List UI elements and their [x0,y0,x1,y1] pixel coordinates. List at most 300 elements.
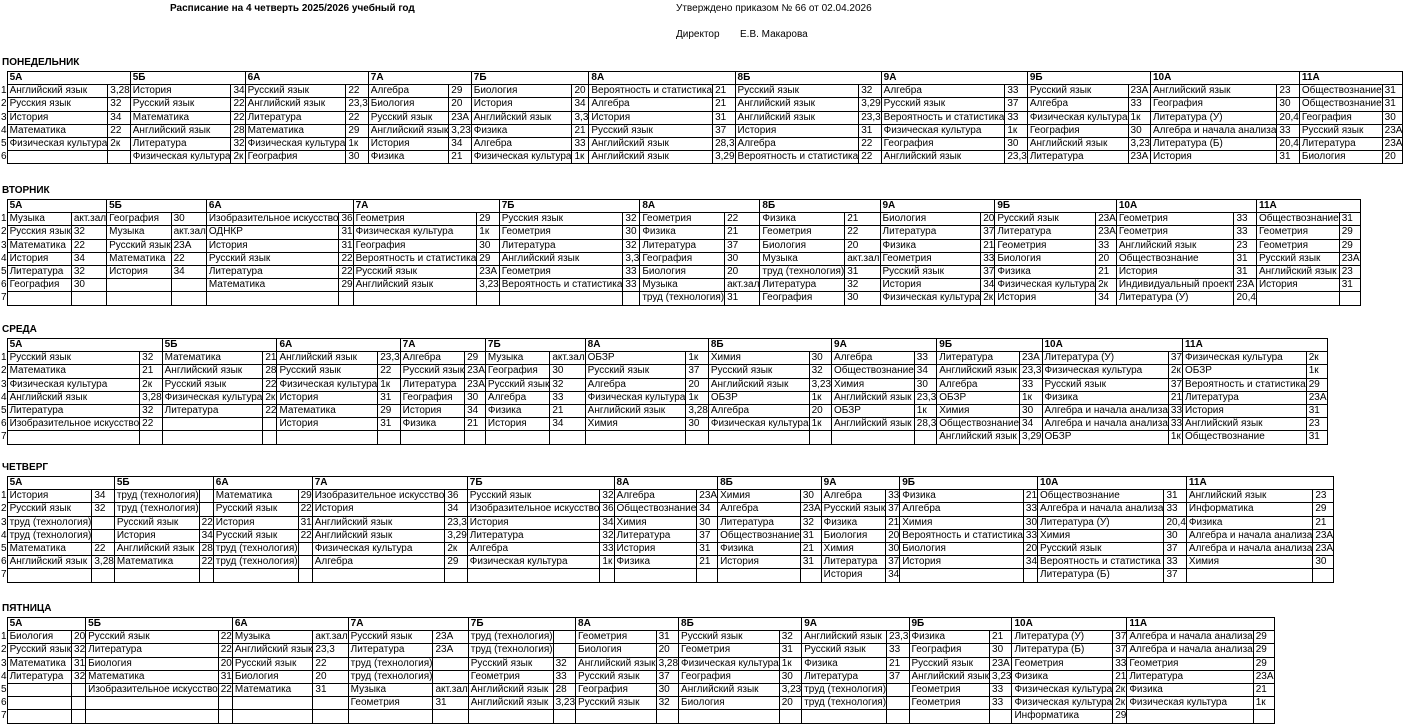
room-cell[interactable]: 31 [656,631,678,644]
subject-cell[interactable]: Изобразительное искусство [86,683,219,696]
room-cell[interactable]: 37 [981,265,995,278]
class-header[interactable]: 9А [880,200,995,213]
class-header[interactable]: 5Б [162,339,277,352]
subject-cell[interactable]: Английский язык [1151,85,1277,98]
room-cell[interactable]: 20,4 [1277,111,1299,124]
subject-cell[interactable]: Математика [7,657,71,670]
subject-cell[interactable]: Литература [206,265,339,278]
subject-cell[interactable]: Русский язык [400,365,464,378]
subject-cell[interactable]: Литература [499,239,623,252]
room-cell[interactable]: 37 [656,670,678,683]
room-cell[interactable]: 34 [697,503,718,516]
room-cell[interactable]: 37 [725,239,760,252]
room-cell[interactable]: 33 [887,644,909,657]
room-cell[interactable]: 34 [572,98,589,111]
class-header[interactable]: 11А [1299,72,1403,85]
class-header[interactable]: 5Б [130,72,245,85]
subject-cell[interactable] [312,569,445,582]
subject-cell[interactable]: ОДНКР [206,226,339,239]
subject-cell[interactable]: Алгебра [614,490,697,503]
subject-cell[interactable]: Физика [821,516,885,529]
subject-cell[interactable]: Физика [1127,683,1253,696]
room-cell[interactable]: 30 [809,352,831,365]
room-cell[interactable]: 37 [1113,631,1127,644]
subject-cell[interactable]: Обществознание [937,418,1020,431]
room-cell[interactable]: 31 [1164,490,1186,503]
subject-cell[interactable]: Музыка [485,352,549,365]
room-cell[interactable]: 23А [1020,352,1042,365]
room-cell[interactable]: 34 [1023,556,1037,569]
room-cell[interactable]: 32 [845,279,880,292]
room-cell[interactable]: 29 [477,213,499,226]
room-cell[interactable] [433,670,468,683]
room-cell[interactable]: 30 [725,252,760,265]
room-cell[interactable]: 3,29 [713,151,735,164]
room-cell[interactable]: 31 [859,124,881,137]
room-cell[interactable]: 30 [914,378,936,391]
room-cell[interactable] [800,569,821,582]
room-cell[interactable]: 20 [449,98,471,111]
subject-cell[interactable]: Литература [1183,391,1307,404]
subject-cell[interactable] [107,292,171,305]
room-cell[interactable] [199,503,213,516]
room-cell[interactable]: 32 [72,670,86,683]
subject-cell[interactable]: Физика [485,404,549,417]
room-cell[interactable]: 23А [433,644,468,657]
subject-cell[interactable]: Алгебра [821,490,885,503]
subject-cell[interactable]: Литература (У) [1042,352,1168,365]
subject-cell[interactable]: Биология [995,252,1096,265]
subject-cell[interactable]: Биология [368,98,449,111]
subject-cell[interactable]: труд (технология) [802,683,887,696]
room-cell[interactable]: 2к [231,151,245,164]
subject-cell[interactable]: труд (технология) [7,529,92,542]
room-cell[interactable] [72,710,86,723]
subject-cell[interactable] [86,697,219,710]
subject-cell[interactable]: Английский язык [114,542,199,555]
room-cell[interactable]: акт.зал [171,226,206,239]
subject-cell[interactable]: Литература [400,378,464,391]
subject-cell[interactable]: История [7,490,92,503]
room-cell[interactable]: 21 [449,151,471,164]
subject-cell[interactable]: Математика [114,556,199,569]
room-cell[interactable]: 21 [1096,265,1117,278]
room-cell[interactable]: 31 [845,265,880,278]
subject-cell[interactable]: Английский язык [1256,265,1339,278]
subject-cell[interactable]: Английский язык [368,124,449,137]
subject-cell[interactable]: Химия [900,516,1024,529]
subject-cell[interactable]: История [735,124,859,137]
subject-cell[interactable]: Литература (У) [1116,292,1234,305]
subject-cell[interactable]: История [1183,404,1307,417]
subject-cell[interactable]: История [471,98,572,111]
subject-cell[interactable]: Химия [708,352,809,365]
subject-cell[interactable] [7,431,140,444]
subject-cell[interactable]: Русский язык [589,124,713,137]
subject-cell[interactable]: Литература [760,279,845,292]
room-cell[interactable]: 23А [990,657,1012,670]
room-cell[interactable]: 31 [697,542,718,555]
subject-cell[interactable]: Русский язык [881,98,1005,111]
room-cell[interactable]: 20 [686,378,708,391]
room-cell[interactable]: 28 [199,542,213,555]
room-cell[interactable]: 1к [686,391,708,404]
room-cell[interactable]: 32 [623,213,640,226]
room-cell[interactable]: 29 [1313,503,1334,516]
subject-cell[interactable]: История [1256,279,1339,292]
subject-cell[interactable]: История [718,556,801,569]
room-cell[interactable]: 23А [465,365,486,378]
room-cell[interactable]: 29 [346,124,368,137]
subject-cell[interactable]: История [7,111,108,124]
room-cell[interactable] [199,569,213,582]
room-cell[interactable]: акт.зал [725,279,760,292]
subject-cell[interactable]: Английский язык [353,279,477,292]
subject-cell[interactable]: Математика [7,542,92,555]
room-cell[interactable]: 23А [1234,279,1256,292]
subject-cell[interactable]: Русский язык [130,98,231,111]
room-cell[interactable]: 33 [1023,503,1037,516]
room-cell[interactable]: 30 [686,418,708,431]
room-cell[interactable]: 22 [218,644,232,657]
room-cell[interactable]: 20,4 [1234,292,1256,305]
room-cell[interactable]: 31 [1339,279,1360,292]
room-cell[interactable]: 21 [1313,516,1334,529]
subject-cell[interactable]: Алгебра [832,352,915,365]
room-cell[interactable]: 33 [1005,85,1027,98]
room-cell[interactable]: 20 [981,213,995,226]
subject-cell[interactable] [909,710,990,723]
room-cell[interactable]: 3,3 [572,111,589,124]
room-cell[interactable]: 3,23 [449,124,471,137]
room-cell[interactable]: 20 [656,644,678,657]
room-cell[interactable]: 30 [697,516,718,529]
class-header[interactable]: 8Б [718,477,822,490]
class-header[interactable]: 11А [1186,477,1333,490]
room-cell[interactable]: 34 [1096,292,1117,305]
room-cell[interactable]: 31 [725,292,760,305]
subject-cell[interactable]: Английский язык [1116,239,1234,252]
room-cell[interactable]: 32 [140,352,162,365]
subject-cell[interactable]: Физика [718,542,801,555]
room-cell[interactable]: 33 [1164,556,1186,569]
room-cell[interactable]: 3,23 [1128,137,1150,150]
room-cell[interactable]: 34 [886,569,900,582]
room-cell[interactable]: акт.зал [71,213,106,226]
subject-cell[interactable]: Литература [162,404,263,417]
room-cell[interactable]: 23А [1128,151,1150,164]
room-cell[interactable]: 30 [779,670,801,683]
room-cell[interactable]: 1к [1005,124,1027,137]
room-cell[interactable]: 37 [1113,644,1127,657]
class-header[interactable]: 11А [1183,339,1327,352]
subject-cell[interactable]: Литература (У) [1151,111,1277,124]
room-cell[interactable]: 1к [1253,697,1274,710]
subject-cell[interactable]: Математика [162,352,263,365]
class-header[interactable]: 9А [832,339,937,352]
subject-cell[interactable]: Физическая культура [585,391,686,404]
room-cell[interactable]: 30 [346,151,368,164]
subject-cell[interactable]: Русский язык [107,239,171,252]
subject-cell[interactable]: Химия [821,542,885,555]
subject-cell[interactable]: труд (технология) [640,292,725,305]
room-cell[interactable]: 22 [346,111,368,124]
room-cell[interactable] [550,431,585,444]
subject-cell[interactable]: География [1027,124,1128,137]
subject-cell[interactable]: Русский язык [679,631,780,644]
subject-cell[interactable]: Алгебра [735,137,859,150]
room-cell[interactable]: 23 [1234,239,1256,252]
room-cell[interactable]: 21 [697,556,718,569]
subject-cell[interactable]: Химия [614,516,697,529]
subject-cell[interactable]: Алгебра и начала анализа [1127,644,1253,657]
room-cell[interactable]: 37 [887,670,909,683]
subject-cell[interactable] [708,431,809,444]
room-cell[interactable]: 20 [1023,542,1037,555]
subject-cell[interactable]: Английский язык [589,151,713,164]
room-cell[interactable]: 32 [600,529,614,542]
subject-cell[interactable]: История [995,292,1096,305]
class-header[interactable]: 9А [881,72,1027,85]
room-cell[interactable]: 37 [1005,98,1027,111]
room-cell[interactable]: 22 [339,265,353,278]
class-header[interactable]: 7А [368,72,471,85]
room-cell[interactable]: 23 [1277,85,1299,98]
room-cell[interactable] [697,569,718,582]
room-cell[interactable]: 3,28 [656,657,678,670]
room-cell[interactable]: 23А [1306,391,1327,404]
subject-cell[interactable]: Вероятность и статистика [353,252,477,265]
subject-cell[interactable]: труд (технология) [348,670,433,683]
subject-cell[interactable] [232,697,313,710]
subject-cell[interactable]: Русский язык [576,670,657,683]
room-cell[interactable] [298,556,312,569]
room-cell[interactable]: 22 [92,542,114,555]
room-cell[interactable]: 21 [1023,490,1037,503]
room-cell[interactable]: 20 [845,239,880,252]
room-cell[interactable] [1339,292,1360,305]
subject-cell[interactable]: География [1151,98,1277,111]
room-cell[interactable]: 29 [1339,239,1360,252]
room-cell[interactable]: 23А [800,503,821,516]
subject-cell[interactable]: Русский язык [368,111,449,124]
subject-cell[interactable]: Физическая культура [277,378,378,391]
room-cell[interactable]: 32 [140,404,162,417]
subject-cell[interactable]: труд (технология) [760,265,845,278]
subject-cell[interactable]: История [213,516,298,529]
subject-cell[interactable] [499,292,623,305]
room-cell[interactable] [465,431,486,444]
room-cell[interactable]: 32 [600,490,614,503]
subject-cell[interactable]: Геометрия [760,226,845,239]
room-cell[interactable]: 21 [1168,391,1182,404]
room-cell[interactable]: 2к [1168,365,1182,378]
room-cell[interactable]: 31 [1277,151,1299,164]
subject-cell[interactable]: Английский язык [468,683,553,696]
room-cell[interactable]: 32 [72,644,86,657]
room-cell[interactable]: 23А [1128,85,1150,98]
room-cell[interactable] [887,697,909,710]
subject-cell[interactable]: ОБЗР [585,352,686,365]
subject-cell[interactable]: Математика [130,111,231,124]
subject-cell[interactable]: Алгебра и начала анализа [1151,124,1277,137]
room-cell[interactable]: 21 [981,239,995,252]
room-cell[interactable]: 29 [449,85,471,98]
room-cell[interactable]: 32 [800,516,821,529]
room-cell[interactable] [263,418,277,431]
subject-cell[interactable] [400,431,464,444]
room-cell[interactable]: 31 [1306,404,1327,417]
room-cell[interactable]: 22 [218,631,232,644]
room-cell[interactable]: акт.зал [550,352,585,365]
room-cell[interactable]: 32 [656,697,678,710]
subject-cell[interactable]: Литература [245,111,346,124]
subject-cell[interactable]: Математика [232,683,313,696]
room-cell[interactable]: 20 [72,631,86,644]
room-cell[interactable]: 30 [1020,404,1042,417]
class-header[interactable]: 5Б [107,200,207,213]
subject-cell[interactable]: Русский язык [821,503,885,516]
subject-cell[interactable]: Вероятность и статистика [881,111,1005,124]
room-cell[interactable]: 22 [263,378,277,391]
subject-cell[interactable] [718,569,801,582]
room-cell[interactable]: 33 [1168,404,1182,417]
subject-cell[interactable]: Русский язык [995,213,1096,226]
room-cell[interactable]: 23А [1313,529,1334,542]
room-cell[interactable] [140,431,162,444]
subject-cell[interactable]: Английский язык [1027,137,1128,150]
subject-cell[interactable]: Русский язык [802,644,887,657]
subject-cell[interactable]: Физика [640,226,725,239]
subject-cell[interactable]: Алгебра [368,85,449,98]
room-cell[interactable]: 33 [990,683,1012,696]
subject-cell[interactable]: Английский язык [7,391,140,404]
subject-cell[interactable]: Физика [1186,516,1312,529]
subject-cell[interactable]: труд (технология) [348,657,433,670]
room-cell[interactable]: 31 [339,226,353,239]
subject-cell[interactable]: Математика [213,490,298,503]
subject-cell[interactable]: Алгебра [900,503,1024,516]
room-cell[interactable]: 29 [1253,644,1274,657]
room-cell[interactable]: 23,3 [378,352,400,365]
room-cell[interactable]: 32 [553,657,575,670]
room-cell[interactable] [92,516,114,529]
subject-cell[interactable]: Геометрия [679,644,780,657]
subject-cell[interactable]: Химия [832,378,915,391]
subject-cell[interactable]: Геометрия [348,697,433,710]
subject-cell[interactable]: Геометрия [1256,226,1339,239]
subject-cell[interactable]: Физика [614,556,697,569]
class-header[interactable]: 6А [277,339,400,352]
class-header[interactable]: 5А [7,200,107,213]
room-cell[interactable]: 23А [433,631,468,644]
subject-cell[interactable] [353,292,477,305]
subject-cell[interactable]: Алгебра и начала анализа [1186,529,1312,542]
subject-cell[interactable]: Изобразительное искусство [206,213,339,226]
room-cell[interactable]: 31 [800,529,821,542]
subject-cell[interactable]: Русский язык [1042,378,1168,391]
class-header[interactable]: 8Б [679,618,802,631]
room-cell[interactable]: 29 [298,490,312,503]
room-cell[interactable]: 30 [71,279,106,292]
room-cell[interactable]: 33 [572,137,589,150]
subject-cell[interactable]: География [1299,111,1382,124]
room-cell[interactable]: 34 [231,85,245,98]
subject-cell[interactable]: Алгебра [471,137,572,150]
subject-cell[interactable]: Вероятность и статистика [1038,556,1164,569]
room-cell[interactable] [553,644,575,657]
subject-cell[interactable]: Русский язык [468,657,553,670]
room-cell[interactable]: 22 [845,226,880,239]
room-cell[interactable]: 20,4 [1277,137,1299,150]
subject-cell[interactable]: Физическая культура [679,657,780,670]
class-header[interactable]: 9Б [995,200,1117,213]
subject-cell[interactable] [679,710,780,723]
subject-cell[interactable]: Обществознание [1299,85,1382,98]
subject-cell[interactable]: Алгебра [708,404,809,417]
class-header[interactable]: 7Б [468,618,575,631]
room-cell[interactable]: 23А [465,378,486,391]
room-cell[interactable]: 37 [697,529,718,542]
room-cell[interactable]: 22 [313,657,348,670]
room-cell[interactable]: 23А [1382,124,1403,137]
subject-cell[interactable]: Обществознание [1183,431,1307,444]
subject-cell[interactable] [86,710,219,723]
subject-cell[interactable]: Математика [277,404,378,417]
room-cell[interactable]: 29 [1339,226,1360,239]
room-cell[interactable]: 32 [71,226,106,239]
room-cell[interactable]: 28 [553,683,575,696]
subject-cell[interactable]: Английский язык [312,529,445,542]
subject-cell[interactable]: Химия [718,490,801,503]
subject-cell[interactable]: Литература [614,529,697,542]
room-cell[interactable]: 23,3 [445,516,467,529]
room-cell[interactable]: 1к [914,404,936,417]
room-cell[interactable]: 2к [108,137,130,150]
class-header[interactable]: 9Б [1027,72,1150,85]
room-cell[interactable] [263,431,277,444]
room-cell[interactable]: 30 [1005,137,1027,150]
subject-cell[interactable]: Английский язык [499,252,623,265]
room-cell[interactable]: 21 [1113,670,1127,683]
class-header[interactable]: 5А [7,618,86,631]
room-cell[interactable]: 22 [298,503,312,516]
room-cell[interactable]: 3,23 [990,670,1012,683]
room-cell[interactable]: 2к [1113,683,1127,696]
subject-cell[interactable]: Литература (У) [1012,631,1113,644]
room-cell[interactable]: 1к [477,226,499,239]
room-cell[interactable] [990,710,1012,723]
room-cell[interactable]: 1к [600,556,614,569]
subject-cell[interactable]: История [485,418,549,431]
room-cell[interactable]: 32 [779,631,801,644]
room-cell[interactable]: 37 [1164,542,1186,555]
room-cell[interactable]: 28 [263,365,277,378]
subject-cell[interactable]: История [614,542,697,555]
room-cell[interactable]: 23А [477,265,499,278]
subject-cell[interactable]: Вероятность и статистика [1183,378,1307,391]
room-cell[interactable]: 20 [218,657,232,670]
class-header[interactable]: 7А [312,477,467,490]
room-cell[interactable]: 34 [71,252,106,265]
class-header[interactable]: 7А [353,200,499,213]
room-cell[interactable]: 2к [140,378,162,391]
room-cell[interactable]: 1к [1306,365,1327,378]
subject-cell[interactable]: Русский язык [585,365,686,378]
subject-cell[interactable]: Литература [880,226,981,239]
subject-cell[interactable]: Русский язык [277,365,378,378]
room-cell[interactable]: 37 [1168,378,1182,391]
